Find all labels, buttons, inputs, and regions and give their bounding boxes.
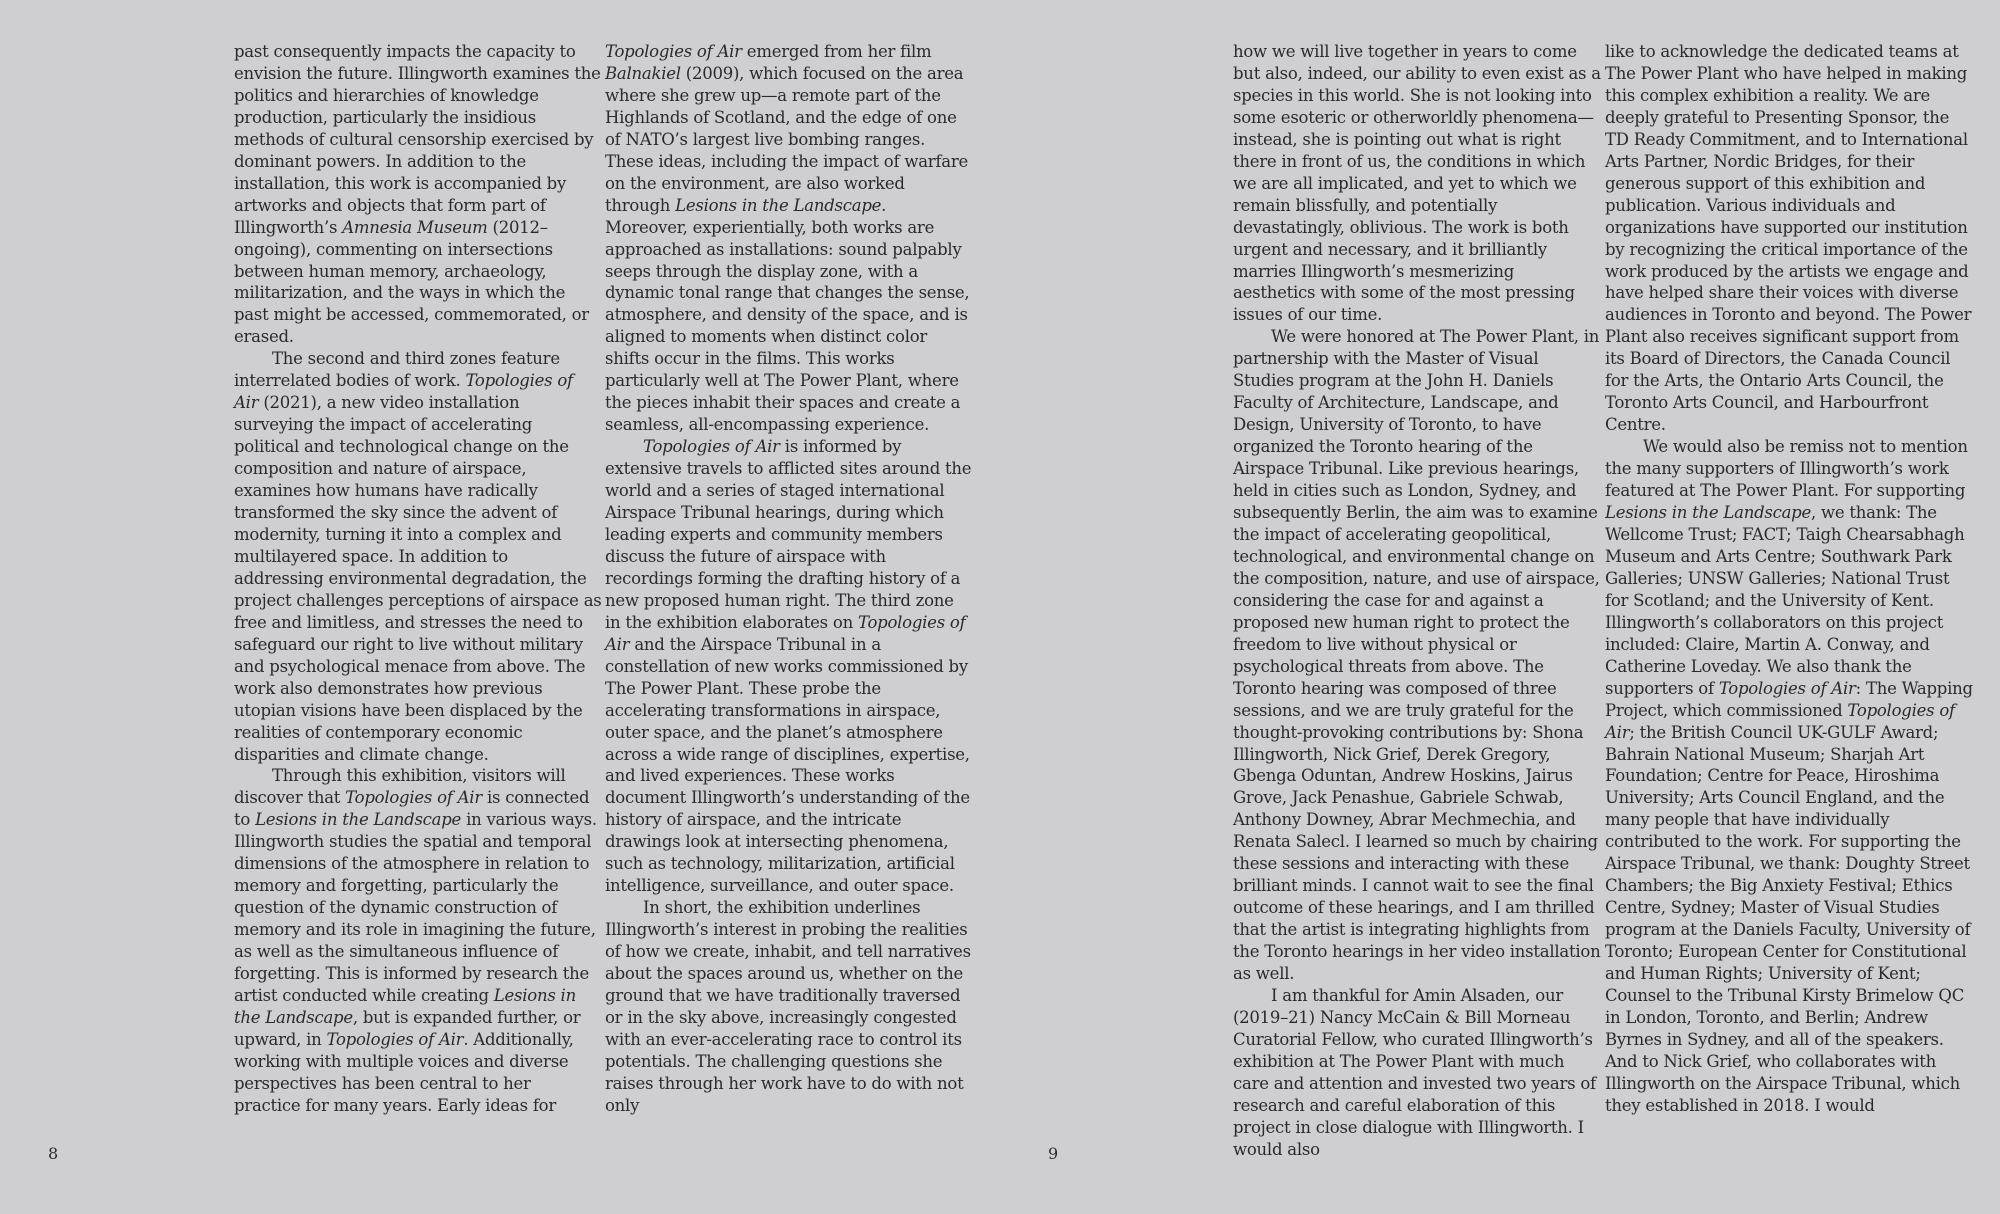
text-run: ; the British Council UK-GULF Award; Bahrain National Museum; Sharjah Art Foundation; Centre for Peace, Hiroshima University; Arts Council England, and the many people that have individually contributed to the work. For supporting the Airspace Tribunal, we thank: Doughty Street Chambers; the Big Anxiety Festival; Ethics Centre, Sydney; Master of Visual Studies program at the Daniels Faculty, University of Toronto; European Center for Constitutional and Human Rights; University of Kent; Counsel to the Tribunal Kirsty Brimelow QC in London, Toronto, and Berlin; Andrew Byrnes in Sydney, and all of the speakers. And to Nick Grief, who collaborates with Illingworth on the Airspace Tribunal, which they established in 2018. I would (1605, 722, 1971, 1115)
paragraph (234, 348, 602, 765)
paragraph (605, 436, 973, 897)
paragraph (605, 41, 973, 436)
text-run: The second and third zones feature interrelated bodies of work. (234, 349, 560, 391)
text-run: , we thank: The Wellcome Trust; FACT; Taigh Chearsabhagh Museum and Arts Centre; Southwark Park Galleries; UNSW Galleries; National Trust for Scotland; and the University of Kent. Illingworth’s collaborators on this project included: Claire, Martin A. Conway, and Catherine Loveday. We also thank the supporters of (1605, 503, 1965, 698)
italic-title: Topologies of Air (234, 371, 573, 413)
text-run: Through this exhibition, visitors will discover that (234, 766, 566, 808)
right-page (1000, 0, 2000, 1214)
italic-title: Balnakiel (605, 63, 681, 83)
paragraph (605, 897, 973, 1117)
italic-title: Topologies of Air (326, 1029, 464, 1049)
italic-title: Lesions in the Landscape (675, 195, 882, 215)
text-run: We were honored at The Power Plant, in partnership with the Master of Visual Studies program at the John H. Daniels Faculty of Architecture, Landscape, and Design, University of Toronto, to have organized the Toronto hearing of the Airspace Tribunal. Like previous hearings, held in cities such as London, Sydney, and subsequently Berlin, the aim was to examine the impact of accelerating geopolitical, technological, and environmental change on the composition, nature, and use of airspace, considering the case for and against a proposed new human right to protect the freedom to live without physical or psychological threats from above. The Toronto hearing was composed of three sessions, and we are truly grateful for the thought-provoking contributions by: Shona Illingworth, Nick Grief, Derek Gregory, Gbenga Oduntan, Andrew Hoskins, Jairus Grove, Jack Penashue, Gabriele Schwab, Anthony Downey, Abrar Mechmechia, and Renata Salecl. I learned so much by chairing these sessions and interacting with these brilliant minds. I cannot wait to see the final outcome of these hearings, and I am thrilled that the artist is integrating highlights from the Toronto hearings in her video installation as well. (1233, 327, 1601, 984)
paragraph (1233, 326, 1601, 985)
paragraph (234, 41, 602, 348)
paragraph (1605, 436, 1973, 1117)
italic-title: Lesions in the Landscape (255, 810, 462, 830)
page-number: 9 (1048, 1144, 1059, 1163)
paragraph (1233, 41, 1601, 326)
right-page-column-2 (1605, 41, 1973, 1117)
italic-title: Lesions in the Landscape (1605, 503, 1812, 523)
text-run: : The Wapping Project, which commissioned (1605, 678, 1973, 720)
text-run: (2021), a new video installation surveying the impact of accelerating political and technological change on the composition and nature of airspace, examines how humans have radically transformed the sky since the advent of modernity, turning it into a complex and multilayered space. In addition to addressing environmental degradation, the project challenges perceptions of airspace as free and limitless, and stresses the need to safeguard our right to live without military and psychological menace from above. The work also demonstrates how previous utopian visions have been displaced by the realities of contemporary economic disparities and climate change. (234, 393, 602, 764)
italic-title: Amnesia Museum (342, 217, 488, 237)
text-run: like to acknowledge the dedicated teams at The Power Plant who have helped in making this complex exhibition a reality. We are deeply grateful to Presenting Sponsor, the TD Ready Commitment, and to International Arts Partner, Nordic Bridges, for their generous support of this exhibition and publication. Various individuals and organizations have supported our institution by recognizing the critical importance of the work produced by the artists we engage and have helped share their voices with diverse audiences in Toronto and beyond. The Power Plant also receives significant support from its Board of Directors, the Canada Council for the Arts, the Ontario Arts Council, the Toronto Arts Council, and Harbourfront Centre. (1605, 42, 1972, 435)
left-page-column-2 (605, 41, 973, 1117)
left-page-column-1 (234, 41, 602, 1117)
italic-title: Topologies of Air (605, 42, 742, 61)
paragraph (1233, 985, 1601, 1161)
text-run: (2012–ongoing), commenting on intersections between human memory, archaeology, militarization, and the ways in which the past might be accessed, commemorated, or erased. (234, 217, 589, 347)
italic-title: Topologies of Air (345, 788, 482, 808)
text-run: how we will live together in years to come but also, indeed, our ability to even exist as a species in this world. She is not looking into some esoteric or otherworldly phenomena—instead, she is pointing out what is right there in front of us, the conditions in which we are all implicated, and yet to which we remain blissfully, and potentially devastatingly, oblivious. The work is both urgent and necessary, and it brilliantly marries Illingworth’s mesmerizing aesthetics with some of the most pressing issues of our time. (1233, 42, 1601, 325)
paragraph (1605, 41, 1973, 436)
text-run: is informed by extensive travels to afflicted sites around the world and a series of staged international Airspace Tribunal hearings, during which leading experts and community members discuss the future of airspace with recordings forming the drafting history of a new proposed human right. The third zone in the exhibition elaborates on (605, 437, 972, 632)
text-run: in various ways. Illingworth studies the spatial and temporal dimensions of the atmosphere in relation to memory and forgetting, particularly the question of the dynamic construction of memory and its role in imagining the future, as well as the simultaneous influence of forgetting. This is informed by research the artist conducted while creating (234, 810, 597, 1005)
text-run: I am thankful for Amin Alsaden, our (2019–21) Nancy McCain & Bill Morneau Curatorial Fellow, who curated Illingworth’s exhibition at The Power Plant with much care and attention and invested two years of research and careful elaboration of this project in close dialogue with Illingworth. I would also (1233, 985, 1596, 1159)
text-run: In short, the exhibition underlines Illingworth’s interest in probing the realities of how we create, inhabit, and tell narratives about the spaces around us, whether on the ground that we have traditionally traversed or in the sky above, increasingly congested with an ever-accelerating race to control its potentials. The challenging questions she raises through her work have to do with not only (605, 898, 971, 1115)
italic-title: Lesions in the Landscape (234, 985, 576, 1027)
text-run: is connected to (234, 788, 590, 830)
text-run: emerged from her film (741, 42, 932, 61)
text-run: past consequently impacts the capacity to envision the future. Illingworth examines the politics and hierarchies of knowledge production, particularly the insidious methods of cultural censorship exercised by dominant powers. In addition to the installation, this work is accompanied by artworks and objects that form part of Illingworth’s (234, 42, 601, 237)
text-run: We would also be remiss not to mention the many supporters of Illingworth’s work featured at The Power Plant. For supporting (1605, 437, 1968, 501)
italic-title: Topologies of Air (643, 437, 780, 457)
text-run: . Moreover, experientially, both works are approached as installations: sound palpably seeps through the display zone, with a dynamic tonal range that changes the sense, atmosphere, and density of the space, and is aligned to moments when distinct color shifts occur in the films. This works particularly well at The Power Plant, where the pieces inhabit their spaces and create a seamless, all-encompassing experience. (605, 195, 970, 435)
text-run: and the Airspace Tribunal in a constellation of new works commissioned by The Power Plant. These probe the accelerating transformations in airspace, outer space, and the planet’s atmosphere across a wide range of disciplines, expertise, and lived experiences. These works document Illingworth’s understanding of the history of airspace, and the intricate drawings look at intersecting phenomena, such as technology, militarization, artificial intelligence, surveillance, and outer space. (605, 634, 970, 896)
right-page-column-1 (1233, 41, 1601, 1161)
italic-title: Topologies of Air (1718, 678, 1856, 698)
text-run: (2009), which focused on the area where she grew up—a remote part of the Highlands of Scotland, and the edge of one of NATO’s largest live bombing ranges. These ideas, including the impact of warfare on the environment, are also worked through (605, 63, 969, 215)
text-run: , but is expanded further, or upward, in (234, 1007, 581, 1049)
text-run: . Additionally, working with multiple voices and diverse perspectives has been central to her practice for many years. Early ideas for (234, 1029, 574, 1115)
page-number: 8 (48, 1144, 59, 1163)
paragraph (234, 765, 602, 1116)
italic-title: Topologies of Air (1605, 700, 1955, 742)
italic-title: Topologies of Air (605, 612, 966, 654)
